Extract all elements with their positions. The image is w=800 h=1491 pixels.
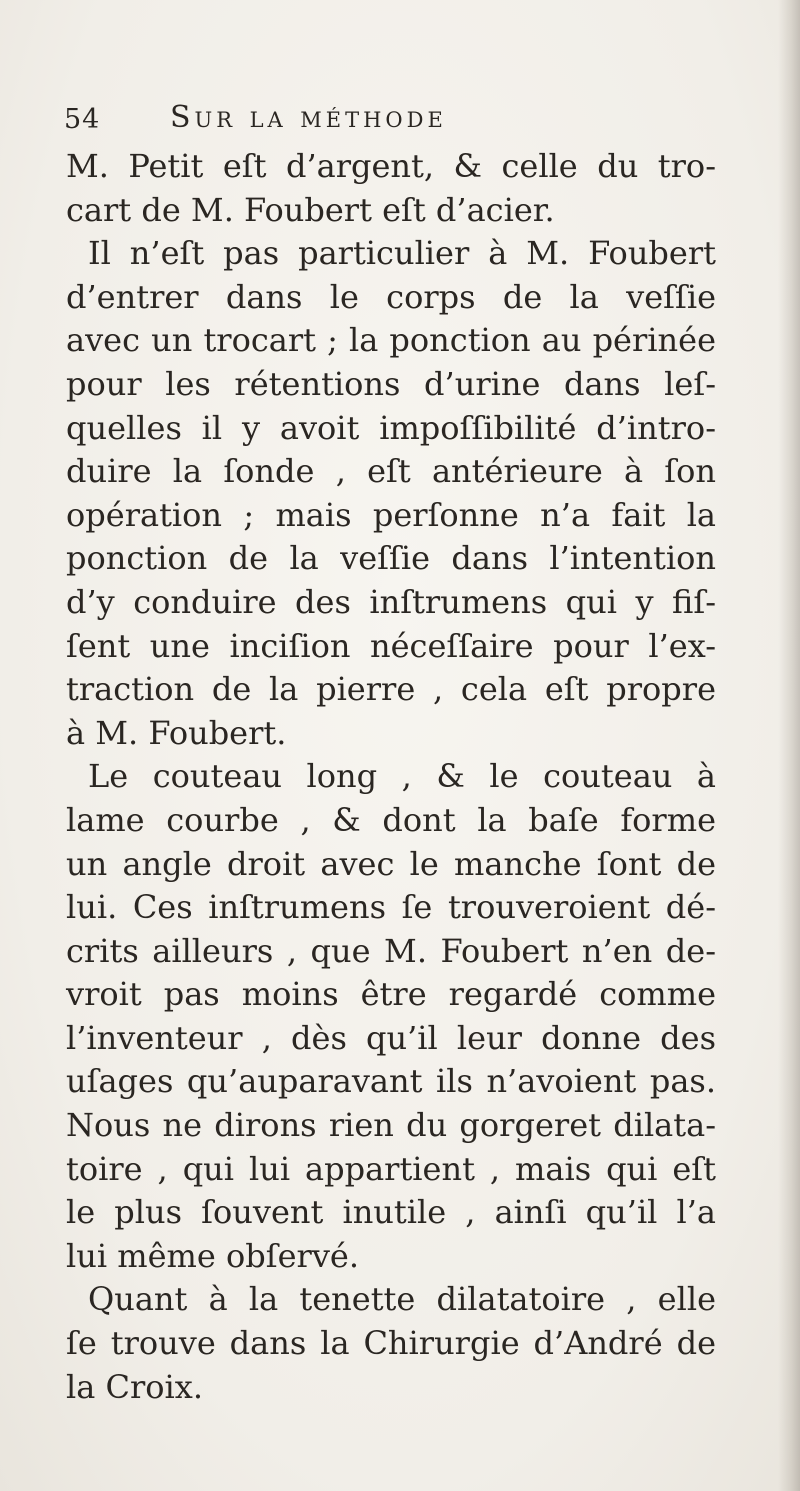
text-line: M. Petit eſt d’argent, & celle du tro- [66, 147, 716, 185]
running-header [64, 100, 664, 144]
text-line: ſent une inciſion néceſſaire pour l’ex- [66, 626, 716, 665]
text-line: d’entrer dans le corps de la veſſie [66, 277, 716, 316]
text-line: Le couteau long , & le couteau à [88, 757, 716, 796]
text-line: vroit pas moins être regardé comme [66, 975, 716, 1014]
text-line: avec un trocart ; la ponction au périnée [66, 321, 716, 360]
text-line: uſages qu’auparavant ils n’avoient pas. [66, 1062, 716, 1101]
text-line: lui même obſervé. [66, 1236, 359, 1275]
text-line: ponction de la veſſie dans l’intention [66, 539, 716, 578]
text-line: le plus ſouvent inutile , ainſi qu’il l’a [66, 1193, 716, 1232]
text-line: la Croix. [66, 1367, 203, 1406]
page-edge-shadow [778, 0, 800, 1491]
text-line: un angle droit avec le manche ſont de [66, 844, 716, 883]
text-line: cart de M. Foubert eſt d’acier. [66, 190, 555, 229]
page-number: 54 [64, 104, 101, 135]
text-line: à M. Foubert. [66, 713, 287, 752]
text-line: l’inventeur , dès qu’il leur donne des [66, 1018, 716, 1057]
text-line: lui. Ces inſtrumens ſe trouveroient dé- [66, 888, 716, 927]
text-line: pour les rétentions d’urine dans leſ- [66, 364, 716, 403]
text-line: crits ailleurs , que M. Foubert n’en de- [66, 931, 716, 970]
text-line: opération ; mais perſonne n’a fait la [66, 495, 716, 534]
body-text [66, 145, 716, 1409]
text-line: duire la ſonde , eſt antérieure à ſon [66, 452, 716, 491]
running-title: Sur la méthode [170, 100, 447, 135]
text-line: ſe trouve dans la Chirurgie d’André de [66, 1324, 716, 1363]
text-line: traction de la pierre , cela eſt propre [66, 670, 716, 709]
text-line: quelles il y avoit impoſſibilité d’intro- [66, 408, 716, 447]
text-line: d’y conduire des inſtrumens qui y fiſ- [66, 582, 716, 621]
text-line: toire , qui lui appartient , mais qui eſt [66, 1149, 716, 1188]
text-line: Quant à la tenette dilatatoire , elle [88, 1280, 716, 1319]
text-line: Il n’eſt pas particulier à M. Foubert [88, 234, 716, 273]
text-line: lame courbe , & dont la baſe forme [66, 800, 716, 839]
text-line: Nous ne dirons rien du gorgeret dilata- [66, 1106, 716, 1145]
